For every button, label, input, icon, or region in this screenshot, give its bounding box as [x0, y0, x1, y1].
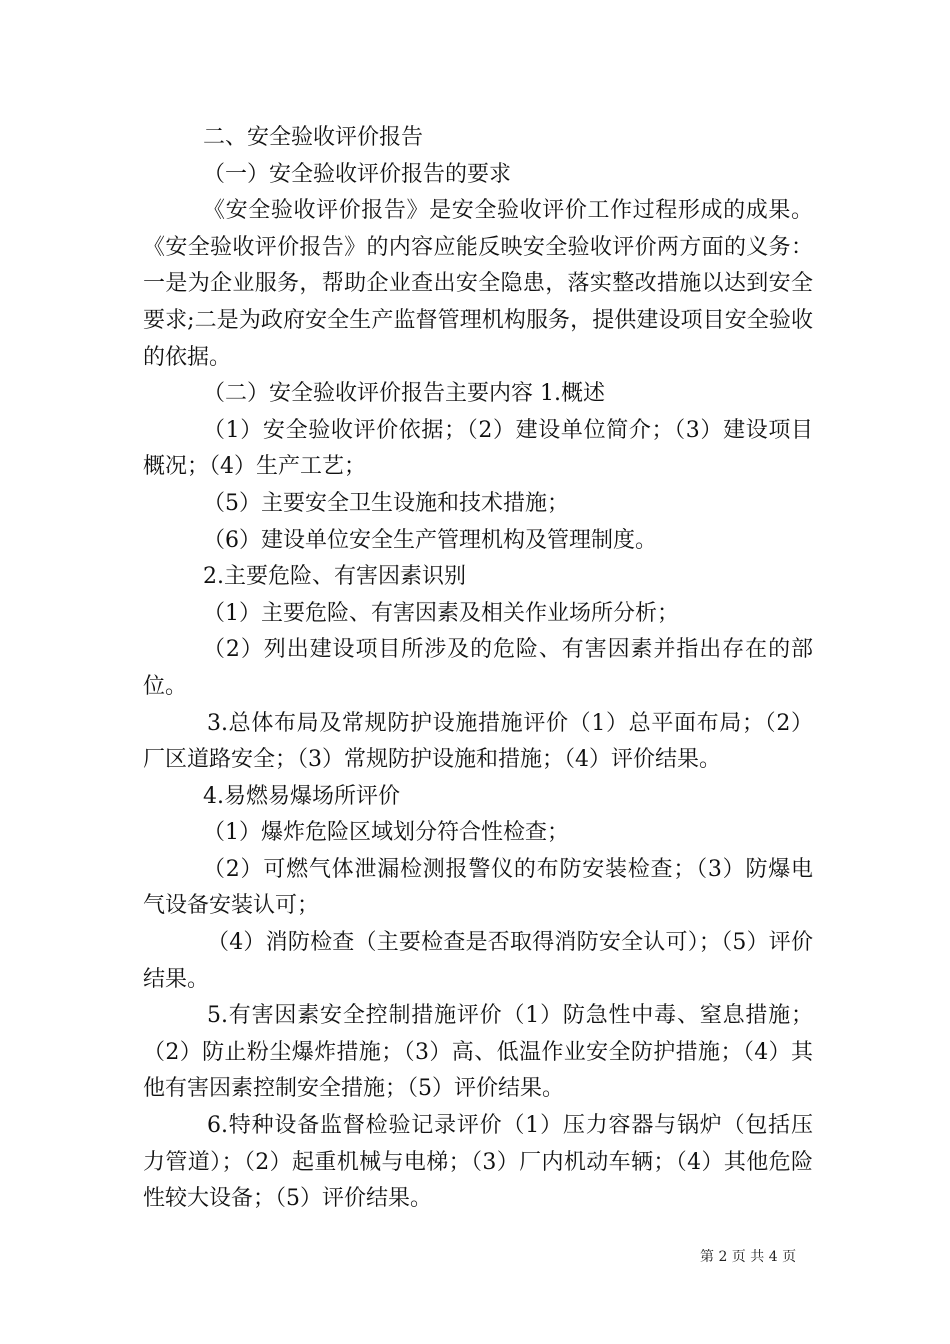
paragraph: 《安全验收评价报告》是安全验收评价工作过程形成的成果。《安全验收评价报告》的内容应能反映安全验收评价两方面的义务：一是为企业服务，帮助企业查出安全隐患，落实整改措施以达到安全要求;二是为政府安全生产监督管理机构服务，提供建设项目安全验收的依据。 — [143, 198, 813, 370]
list-heading: 4.易燃易爆场所评价 — [203, 783, 400, 809]
subsection-heading: （一）安全验收评价报告的要求 — [203, 161, 512, 187]
paragraph: 5.有害因素安全控制措施评价（1）防急性中毒、窒息措施；（2）防止粉尘爆炸措施；（3）高、低温作业安全防护措施；（4）其他有害因素控制安全措施；（5）评价结果。 — [143, 1003, 813, 1102]
paragraph: （1）爆炸危险区域划分符合性检查； — [203, 820, 569, 846]
paragraph: （1）主要危险、有害因素及相关作业场所分析； — [203, 600, 679, 626]
list-heading: 2.主要危险、有害因素识别 — [203, 564, 466, 590]
section-heading: 二、安全验收评价报告 — [203, 125, 424, 150]
paragraph: （1）安全验收评价依据；（2）建设单位简介；（3）建设项目概况；（4）生产工艺； — [143, 417, 813, 480]
paragraph: 6.特种设备监督检验记录评价（1）压力容器与锅炉（包括压力管道）；（2）起重机械与电梯；（3）厂内机动车辆；（4）其他危险性较大设备；（5）评价结果。 — [143, 1113, 813, 1212]
paragraph: （6）建设单位安全生产管理机构及管理制度。 — [203, 527, 657, 553]
paragraph: （2）可燃气体泄漏检测报警仪的布防安装检查；（3）防爆电气设备安装认可； — [143, 856, 813, 919]
paragraph: （2）列出建设项目所涉及的危险、有害因素并指出存在的部位。 — [143, 637, 813, 699]
page-number: 第 2 页 共 4 页 — [700, 1249, 797, 1265]
paragraph: （5）主要安全卫生设施和技术措施； — [203, 490, 569, 516]
paragraph: （4）消防检查（主要检查是否取得消防安全认可）；（5）评价结果。 — [143, 930, 813, 992]
subsection-heading: （二）安全验收评价报告主要内容 1.概述 — [203, 381, 605, 407]
document-body — [143, 120, 813, 1218]
paragraph: 3.总体布局及常规防护设施措施评价（1）总平面布局；（2）厂区道路安全；（3）常规防护设施和措施；（4）评价结果。 — [143, 710, 813, 773]
